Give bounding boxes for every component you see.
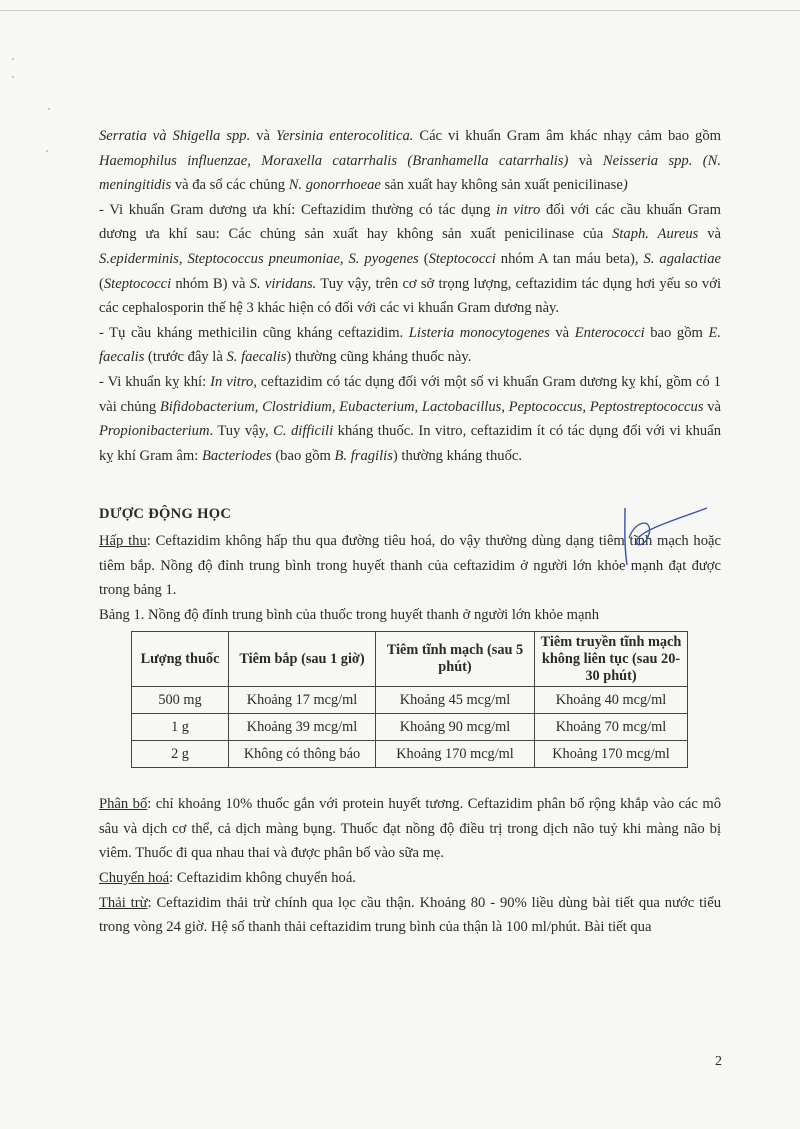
italic-text: E. faecalis <box>99 324 722 366</box>
paragraph <box>99 321 721 370</box>
table-cell: Khoảng 170 mcg/ml <box>376 741 535 768</box>
table-cell: Khoảng 40 mcg/ml <box>535 687 688 714</box>
text-run: ( <box>99 275 104 292</box>
table-row <box>132 741 688 768</box>
text-run: và <box>698 226 721 243</box>
paragraph <box>99 891 721 940</box>
italic-text: Steptococci <box>428 250 496 267</box>
italic-text: ) <box>622 177 628 194</box>
text-run: và <box>703 398 721 415</box>
table-cell: Khoảng 17 mcg/ml <box>229 687 376 714</box>
text-run: nhóm A tan máu beta), <box>495 250 644 267</box>
table-header-cell: Tiêm truyền tĩnh mạch không liên tục (sau 20-30 phút) <box>535 632 688 687</box>
table-cell: 1 g <box>132 714 229 741</box>
text-run: - Tụ cầu kháng methicilin cũng kháng ceftazidim. <box>99 324 409 341</box>
table-header-cell: Tiêm bắp (sau 1 giờ) <box>229 632 376 687</box>
text-run: bao gồm <box>644 324 709 341</box>
text-run: : Ceftazidim thải trừ chính qua lọc cầu thận. Khoảng 80 - 90% liều dùng bài tiết qua nước tiểu trong vòng 24 giờ. Hệ số thanh thải ceftazidim trung bình của thận là 100 ml/phút. Bài tiết qua <box>99 894 722 936</box>
table-cell: Khoảng 45 mcg/ml <box>376 687 535 714</box>
paragraph <box>99 866 721 891</box>
italic-text: S. faecalis <box>226 349 287 366</box>
text-run: - Vi khuẩn Gram dương ưa khí: Ceftazidim thường có tác dụng <box>99 201 497 218</box>
italic-text: Neisseria spp. (N. meningitidis <box>99 152 722 194</box>
text-run: . Tuy vậy, <box>209 423 274 440</box>
scan-speck <box>46 150 48 152</box>
scan-speck <box>12 58 14 60</box>
paragraph <box>99 124 721 198</box>
table-header-cell: Lượng thuốc <box>132 632 229 687</box>
text-run: và <box>250 128 276 144</box>
page-number: 2 <box>715 1054 722 1069</box>
table-cell: 500 mg <box>132 687 229 714</box>
italic-text: in vitro <box>496 201 541 218</box>
italic-text: N. gonorrhoeae <box>288 177 381 194</box>
text-run: và đa số các chủng <box>171 177 289 194</box>
table-cell: 2 g <box>132 741 229 768</box>
italic-text: S. agalactiae <box>643 250 722 267</box>
table-cell: Khoảng 70 mcg/ml <box>535 714 688 741</box>
italic-text: S. viridans. <box>249 275 317 292</box>
text-run: kháng thuốc. In vitro, ceftazidim ít có tác dụng đối với vi khuẩn kỵ khí Gram âm: <box>99 423 721 464</box>
text-run: (bao gồm <box>271 447 335 464</box>
text-run: : Ceftazidim không hấp thu qua đường tiêu hoá, do vậy thường dùng dạng tiêm tĩnh mạch hoặc tiêm bắp. Nồng độ đỉnh trung bình trong huyết thanh của ceftazidim ở người lớn khỏe mạnh đạt được trong bảng 1. <box>99 532 721 599</box>
table-cell: Khoảng 170 mcg/ml <box>535 741 688 768</box>
table-row <box>132 687 688 714</box>
paragraph <box>99 198 721 321</box>
underlined-term: Chuyển hoá <box>99 870 170 887</box>
text-run: ceftazidim có tác dụng đối với một số vi khuẩn Gram dương kỵ khí, gồm có 1 vài chủng <box>99 373 721 415</box>
underlined-term: Phân bố <box>99 796 148 813</box>
text-run: đối với các cầu khuẩn Gram dương ưa khí sau: Các chủng sản xuất hay không sản xuất penicilinase của <box>99 201 722 243</box>
table-caption: Bảng 1. Nồng độ đỉnh trung bình của thuốc trong huyết thanh ở người lớn khỏe mạnh <box>99 606 600 623</box>
italic-text: C. difficili <box>273 423 334 440</box>
text-run: nhóm B) và <box>171 275 250 292</box>
text-run: ) thường kháng thuốc. <box>392 447 523 464</box>
italic-text: Bacteriodes <box>201 447 272 464</box>
italic-text: Enterococci <box>574 324 645 341</box>
italic-text: Yersinia enterocolitica. <box>275 128 414 144</box>
text-run: sản xuất hay không sản xuất penicilinase <box>380 177 623 194</box>
table-cell: Khoảng 39 mcg/ml <box>229 714 376 741</box>
signature-mark <box>615 500 715 570</box>
italic-text: S.epiderminis, Steptococcus pneumoniae, S. pyogenes <box>99 250 419 267</box>
text-run: ( <box>418 250 429 267</box>
italic-text: In vitro, <box>210 373 257 390</box>
text-run: - Vi khuẩn kỵ khí: <box>99 373 211 390</box>
text-run: ) thường cũng kháng thuốc này. <box>286 349 472 366</box>
text-run: (trước đây là <box>144 349 227 366</box>
italic-text: Serratia và Shigella spp. <box>99 128 251 144</box>
table-header-row <box>132 632 688 687</box>
italic-text: B. fragilis <box>334 447 393 464</box>
italic-text: Staph. Aureus <box>612 226 699 243</box>
section-heading: DƯỢC ĐỘNG HỌC <box>99 506 232 523</box>
text-run: : chỉ khoảng 10% thuốc gắn với protein huyết tương. Ceftazidim phân bố rộng khắp vào các mô sâu và dịch cơ thể, cả dịch màng bụng. Thuốc đạt nồng độ điều trị trong dịch não tuỷ khi màng não bị viêm. Thuốc đi qua nhau thai và được phân bố vào sữa mẹ. <box>99 796 721 862</box>
table-row <box>132 714 688 741</box>
text-run: và <box>549 324 575 341</box>
table-cell: Không có thông báo <box>229 741 376 768</box>
table-header-cell: Tiêm tĩnh mạch (sau 5 phút) <box>376 632 535 687</box>
underlined-term: Thải trừ <box>99 894 148 911</box>
concentration-table <box>131 631 688 768</box>
scan-speck <box>12 76 14 78</box>
italic-text: Steptococci <box>103 275 172 292</box>
scan-speck <box>48 108 50 110</box>
text-run: Tuy vậy, trên cơ sở trọng lượng, ceftazidim tác dụng hơi yếu so với các cephalosporin thế hệ 3 khác hiện có đối với các vi khuẩn Gram dương này. <box>99 275 722 317</box>
italic-text: Haemophilus influenzae, Moraxella catarrhalis (Branhamella catarrhalis) <box>99 152 569 169</box>
text-run: Các vi khuẩn Gram âm khác nhạy cảm bao gồm <box>413 128 721 144</box>
table-cell: Khoảng 90 mcg/ml <box>376 714 535 741</box>
italic-text: Listeria monocytogenes <box>408 324 550 341</box>
text-run: : Ceftazidim không chuyển hoá. <box>169 870 356 887</box>
paragraph <box>99 370 721 468</box>
text-run: và <box>568 152 603 169</box>
underlined-term: Hấp thu <box>99 532 147 549</box>
italic-text: Bifidobacterium, Clostridium, Eubacterium, Lactobacillus, Peptococcus, Peptostreptococcus <box>159 398 704 415</box>
italic-text: Propionibacterium <box>99 423 210 440</box>
paragraph <box>99 792 721 866</box>
scan-edge-line <box>0 10 800 11</box>
